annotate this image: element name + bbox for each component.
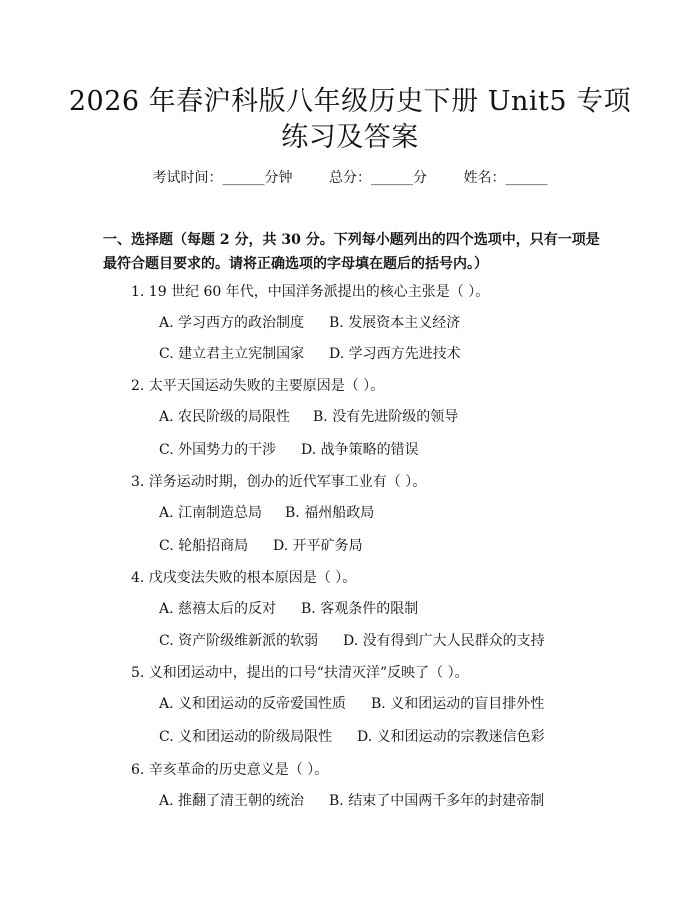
question-5: 5. 义和团运动中，提出的口号“扶清灭洋”反映了（ ）。 [131, 665, 469, 681]
question-2: 2. 太平天国运动失败的主要原因是（ ）。 [131, 378, 385, 394]
total-score-field: 总分：______分 [329, 170, 427, 186]
option-a: A. 慈禧太后的反对 [159, 601, 277, 617]
option-b: B. 义和团运动的盲目排外性 [371, 696, 545, 712]
option-a: A. 义和团运动的反帝爱国性质 [159, 696, 347, 712]
question-4: 4. 戊戌变法失败的根本原因是（ ）。 [131, 570, 357, 586]
option-a: A. 学习西方的政治制度 [159, 315, 305, 331]
exam-time-field: 考试时间：______分钟 [152, 170, 293, 186]
student-name-field: 姓名：______ [463, 170, 548, 186]
question-6-options-row-1 [159, 791, 545, 811]
question-3-options-row-1 [159, 503, 375, 523]
question-1: 1. 19 世纪 60 年代，中国洋务派提出的核心主张是（ ）。 [131, 284, 490, 300]
option-d: D. 开平矿务局 [273, 538, 363, 554]
question-6: 6. 辛亥革命的历史意义是（ ）。 [131, 762, 329, 778]
option-a: A. 江南制造总局 [159, 505, 263, 521]
section-heading: 一、选择题（每题 2 分，共 30 分。下列每小题列出的四个选项中，只有一项是最符合题目要求的。请将正确选项的字母填在题后的括号内。） [103, 232, 600, 272]
option-b: B. 结束了中国两千多年的封建帝制 [329, 793, 545, 809]
question-2-options-row-2 [159, 440, 419, 460]
option-d: D. 战争策略的错误 [301, 442, 419, 458]
question-2-options-row-1 [159, 407, 459, 427]
question-1-options-row-1 [159, 313, 461, 333]
option-a: A. 农民阶级的局限性 [159, 409, 291, 425]
option-d: D. 义和团运动的宗教迷信色彩 [357, 729, 545, 745]
page-title-line2: 练习及答案 [281, 122, 419, 153]
option-c: C. 资产阶级维新派的软弱 [159, 633, 319, 649]
question-3: 3. 洋务运动时期，创办的近代军事工业有（ ）。 [131, 474, 427, 490]
option-d: D. 学习西方先进技术 [329, 346, 461, 362]
question-4-options-row-2 [159, 631, 545, 651]
exam-info-line [0, 168, 700, 188]
question-1-options-row-2 [159, 344, 461, 364]
option-b: B. 发展资本主义经济 [329, 315, 461, 331]
option-a: A. 推翻了清王朝的统治 [159, 793, 305, 809]
option-b: B. 没有先进阶级的领导 [313, 409, 459, 425]
option-c: C. 义和团运动的阶级局限性 [159, 729, 333, 745]
question-5-options-row-1 [159, 694, 545, 714]
question-3-options-row-2 [159, 536, 363, 556]
question-4-options-row-1 [159, 599, 419, 619]
option-b: B. 客观条件的限制 [301, 601, 419, 617]
page-title: 2026 年春沪科版八年级历史下册 Unit5 专项 [68, 86, 632, 117]
option-d: D. 没有得到广大人民群众的支持 [343, 633, 545, 649]
option-b: B. 福州船政局 [285, 505, 375, 521]
option-c: C. 轮船招商局 [159, 538, 249, 554]
option-c: C. 外国势力的干涉 [159, 442, 277, 458]
question-5-options-row-2 [159, 727, 545, 747]
option-c: C. 建立君主立宪制国家 [159, 346, 305, 362]
